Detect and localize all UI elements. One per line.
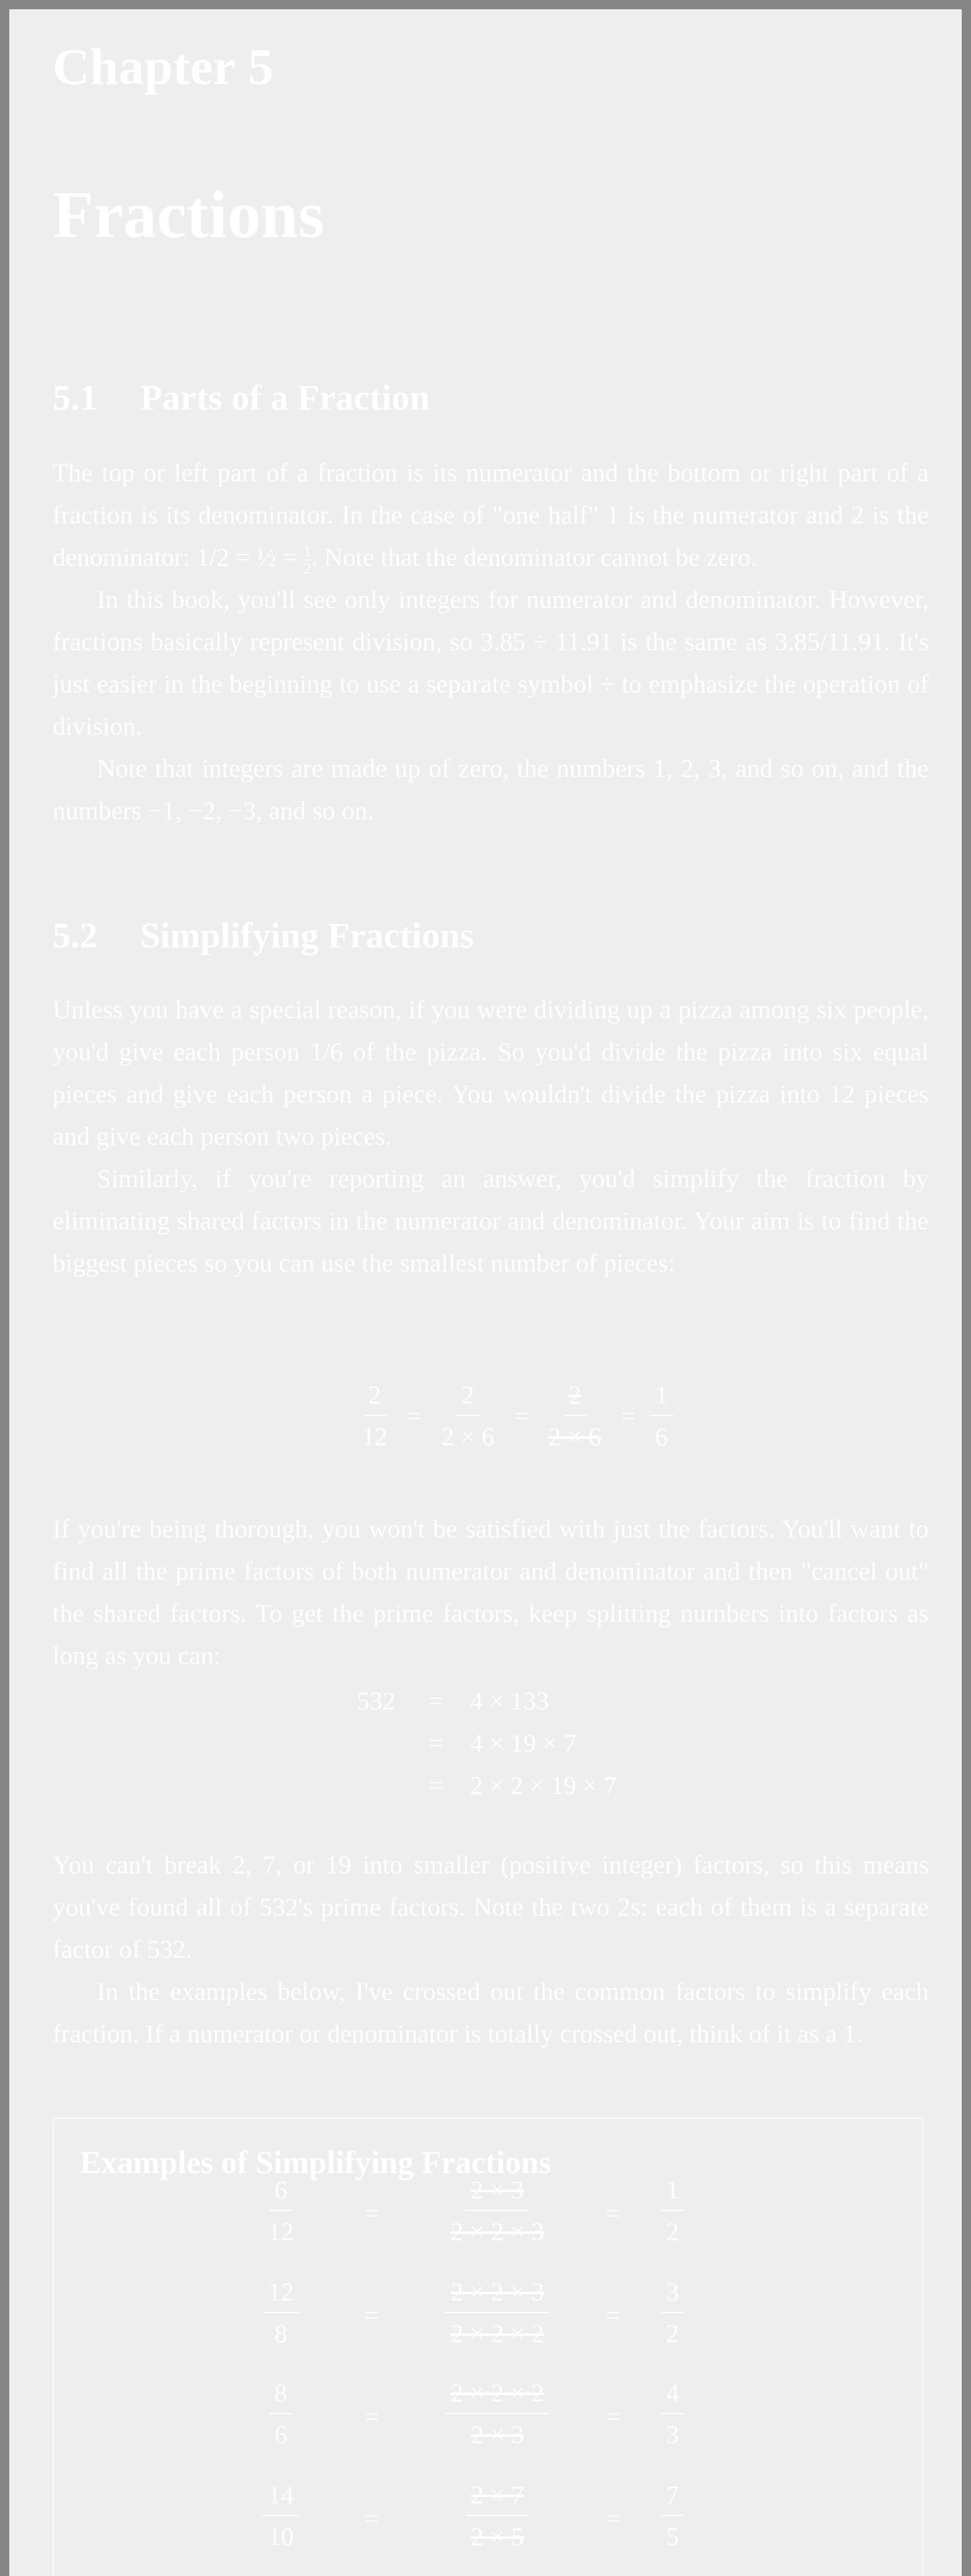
- fraction-denominator: 2 × 6: [441, 1422, 495, 1451]
- fraction-numerator: 1: [661, 2175, 684, 2211]
- examples-title: Examples of Simplifying Fractions: [80, 2145, 551, 2180]
- section-heading-5-2: [53, 918, 474, 954]
- fraction-numerator: 2: [363, 1380, 387, 1416]
- section-5-2-body-cont: [53, 1843, 929, 2055]
- original-fraction: [270, 2378, 293, 2449]
- equals-sign: =: [606, 2301, 621, 2330]
- paragraph: You can't break 2, 7, or 19 into smaller (positive integer) factors, so this means you've found all of 532's prime factors. Note the two 2s: each of them is a separate factor of 532.: [53, 1850, 929, 1963]
- paragraph: If you're being thorough, you won't be satisfied with just the factors. You'll want to find all the prime factors of both numerator and denominator and then "cancel out" the shared factors. To get the prime factors, keep splitting numbers into factors as long as you can:: [53, 1514, 929, 1670]
- section-title: Parts of a Fraction: [140, 378, 430, 418]
- fraction-numerator: 1: [303, 542, 311, 560]
- factored-fraction: [445, 2175, 549, 2246]
- prime-step: 4 × 133: [470, 1686, 549, 1715]
- equals-sign: =: [364, 2504, 379, 2533]
- section-number: 5.1: [53, 378, 98, 418]
- paragraph-prime-factors: [53, 1507, 929, 1676]
- fraction-denominator: 5: [666, 2522, 679, 2551]
- fraction-denominator: 2 × 6: [548, 1422, 601, 1451]
- equals-sign: =: [364, 2199, 379, 2228]
- fraction-denominator: 12: [268, 2217, 294, 2246]
- equals-sign: =: [364, 2301, 379, 2330]
- original-fraction: [263, 2175, 299, 2246]
- equals-sign: =: [621, 1401, 636, 1430]
- fraction-denominator: 2 × 5: [471, 2522, 524, 2551]
- paragraph-text: . Note that the denominator cannot be zero.: [311, 543, 757, 571]
- paragraph: Note that integers are made up of zero, the numbers 1, 2, 3, and so on, and the numbers −1, −2, −3, and so on.: [53, 754, 929, 825]
- paragraph-text: The top or left part of a fraction is its numerator and the bottom or right part of a fraction is its denominator. In the case of "one half" 1 is the numerator and 2 is the denominator: 1/2 = ½ =: [53, 458, 929, 571]
- prime-lhs: 532: [357, 1686, 395, 1715]
- fraction-numerator: 2 × 2 × 3: [445, 2277, 549, 2313]
- paragraph: Unless you have a special reason, if you were dividing up a pizza among six people, you'd give each person 1/6 of the pizza. So you'd divide the pizza into six equal pieces and give each person a piece. You wouldn't divide the pizza into 12 pieces and give each person two pieces.: [53, 995, 929, 1150]
- simplified-fraction: [661, 2480, 684, 2551]
- fraction-numerator: 1: [650, 1380, 673, 1416]
- fraction-denominator: 2 × 2 × 3: [450, 2217, 544, 2246]
- section-number: 5.2: [53, 916, 98, 956]
- fraction: [543, 1380, 607, 1451]
- equals-sign: =: [429, 1686, 444, 1715]
- factored-fraction: [465, 2480, 529, 2551]
- prime-step: 2 × 2 × 19 × 7: [470, 1771, 617, 1800]
- fraction-denominator: 2: [666, 2319, 679, 2348]
- section-heading-5-1: [53, 380, 430, 416]
- examples-box: [53, 2117, 924, 2576]
- paragraph: In the examples below, I've crossed out the common factors to simplify each fraction. If a numerator or denominator is totally crossed out, think of it as a 1.: [53, 1977, 929, 2048]
- paragraph: In this book, you'll see only integers for numerator and denominator. However, fractions basically represent division, so 3.85 ÷ 11.91 is the same as 3.85/11.91. It's just easier in the beginning to use a separate symbol ÷ to emphasize the operation of division.: [53, 585, 929, 740]
- fraction: [650, 1380, 673, 1451]
- chapter-title: Fractions: [53, 178, 325, 252]
- fraction-numerator: 4: [661, 2378, 684, 2414]
- fraction-numerator: 2: [456, 1380, 479, 1416]
- fraction: [357, 1380, 393, 1451]
- inline-fraction: [304, 543, 311, 577]
- fraction-numerator: 2 × 2 × 2: [445, 2378, 549, 2414]
- fraction-denominator: 3: [666, 2420, 679, 2449]
- fraction-numerator: 2: [563, 1380, 587, 1416]
- simplified-fraction: [661, 2277, 684, 2348]
- fraction-numerator: 6: [270, 2175, 293, 2211]
- fraction-denominator: 2 × 2 × 2: [450, 2319, 544, 2348]
- fraction-denominator: 2: [666, 2217, 679, 2246]
- fraction-denominator: 10: [268, 2522, 294, 2551]
- section-5-1-body: [53, 451, 929, 832]
- original-fraction: [263, 2277, 299, 2348]
- fraction: [436, 1380, 499, 1451]
- factored-fraction: [445, 2378, 549, 2449]
- fraction-denominator: 2: [303, 560, 311, 577]
- fraction-denominator: 2 × 3: [471, 2420, 524, 2449]
- section-5-2-body: [53, 988, 929, 1284]
- chapter-label: Chapter 5: [53, 38, 274, 95]
- fraction-denominator: 12: [362, 1422, 388, 1451]
- simplify-equation: [357, 1380, 673, 1451]
- equals-sign: =: [429, 1771, 444, 1800]
- fraction-denominator: 6: [274, 2420, 288, 2449]
- fraction-denominator: 6: [655, 1422, 668, 1451]
- simplified-fraction: [661, 2378, 684, 2449]
- factored-fraction: [445, 2277, 549, 2348]
- book-page: [9, 9, 962, 2576]
- original-fraction: [263, 2480, 299, 2551]
- section-title: Simplifying Fractions: [140, 916, 474, 956]
- simplified-fraction: [661, 2175, 684, 2246]
- equals-sign: =: [606, 2199, 621, 2228]
- fraction-numerator: 2 × 7: [465, 2480, 529, 2516]
- fraction-numerator: 12: [263, 2277, 299, 2313]
- equals-sign: =: [606, 2504, 621, 2533]
- prime-step: 4 × 19 × 7: [470, 1728, 577, 1757]
- equals-sign: =: [606, 2402, 621, 2431]
- fraction-numerator: 14: [263, 2480, 299, 2516]
- equals-sign: =: [407, 1401, 422, 1430]
- paragraph: Similarly, if you're reporting an answer, you'd simplify the fraction by eliminating shared factors in the numerator and denominator. Your aim is to find the biggest pieces so you can use the smallest number of pieces:: [53, 1164, 929, 1277]
- paragraph: [53, 451, 929, 578]
- equals-sign: =: [514, 1401, 529, 1430]
- equals-sign: =: [429, 1728, 444, 1757]
- fraction-numerator: 2 × 3: [465, 2175, 529, 2211]
- fraction-denominator: 8: [274, 2319, 288, 2348]
- fraction-numerator: 7: [661, 2480, 684, 2516]
- fraction-numerator: 8: [270, 2378, 293, 2414]
- equals-sign: =: [364, 2402, 379, 2431]
- fraction-numerator: 3: [661, 2277, 684, 2313]
